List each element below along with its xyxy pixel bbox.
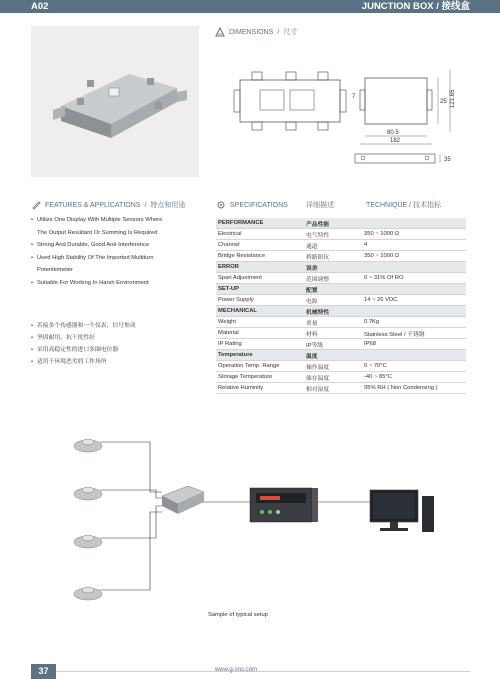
- spec-label-cn: 操作温度: [306, 364, 330, 371]
- spec-value: 14 ~ 26 VDC: [364, 297, 398, 303]
- spec-label-cn: 误差: [306, 265, 318, 272]
- spec-label-cn: 相对湿度: [306, 386, 330, 393]
- features-list-en: [31, 214, 206, 290]
- product-title: JUNCTION BOX / 接线盒: [361, 1, 470, 12]
- specs-heading: SPECIFICATIONS: [216, 200, 288, 210]
- spec-label-cn: 材料: [306, 331, 318, 338]
- spec-value: 0.7Kg: [364, 319, 380, 325]
- spec-label: Storage Temperature: [218, 374, 273, 380]
- gear-icon: [216, 200, 226, 210]
- feature-item-cn: • 若接多个传感器和一个仪表，信号集成: [31, 323, 136, 329]
- spec-label-cn: 电源: [306, 298, 318, 305]
- spec-row: [216, 251, 466, 262]
- spec-label-cn: 机械特性: [306, 309, 330, 316]
- spec-label-cn: 电气特性: [306, 232, 330, 239]
- spec-label: Temperature: [218, 352, 253, 358]
- features-heading: FEATURES & APPLICATIONS / 特点和用途: [31, 200, 185, 210]
- dim-35: 35: [444, 157, 451, 163]
- spec-label: Material: [218, 330, 239, 336]
- spec-value: 0 ~ 31% Of RO: [364, 275, 404, 281]
- spec-row: [216, 339, 466, 350]
- spec-label: Weight: [218, 319, 236, 325]
- spec-label-cn: 配置: [306, 287, 318, 294]
- dim-182: 182: [390, 138, 401, 144]
- feature-item: • Suitable For Working In Harsh Environment: [31, 279, 149, 286]
- spec-label: Electrical: [218, 231, 242, 237]
- spec-label-cn: 通道: [306, 243, 318, 250]
- dim-25: 25: [440, 99, 447, 105]
- indicator-display: [250, 488, 318, 522]
- load-cell-1: [74, 439, 102, 452]
- spec-row: [216, 240, 466, 251]
- spec-label: Bridge Resistance: [218, 253, 266, 259]
- spec-value: IP68: [364, 341, 376, 347]
- junction-box-image: [31, 26, 199, 177]
- feature-item: • Utilize One Display With Multiple Sensors Where: [31, 217, 163, 223]
- spec-label-cn: 温度: [306, 353, 318, 360]
- feature-item-cn: • 坚固耐用，抗干扰性好: [31, 335, 95, 341]
- feature-item: • Used High Stability Of The Imported Multiturn: [31, 254, 154, 261]
- computer-monitor: [370, 490, 434, 532]
- feature-item: • Strong And Durable, Good Anti-Interference: [31, 242, 150, 249]
- pen-icon: [31, 200, 41, 210]
- features-list-cn: [31, 320, 206, 368]
- spec-label: Channel: [218, 242, 240, 248]
- page-number: 37: [31, 664, 56, 679]
- dimensions-heading: DIMENSIONS / 尺寸: [215, 27, 297, 37]
- spec-section-row: [216, 218, 466, 229]
- spec-label: Relative Huminity: [218, 385, 264, 391]
- dim-121: 121.65: [450, 89, 456, 108]
- specs-tech-heading: TECHNIQUE / 技术指标: [366, 202, 442, 209]
- spec-label: ERROR: [218, 264, 239, 270]
- specs-desc-heading: 详细描述: [306, 202, 334, 209]
- spec-row: [216, 361, 466, 372]
- spec-row: [216, 317, 466, 328]
- spec-row: [216, 273, 466, 284]
- spec-label-cn: 重量: [306, 320, 318, 327]
- spec-label-cn: 范围调整: [306, 276, 330, 283]
- product-code: A02: [31, 1, 49, 12]
- spec-value: 4: [364, 242, 368, 248]
- spec-value: 0 ~ 70°C: [364, 363, 387, 369]
- ruler-icon: [215, 27, 225, 37]
- spec-row: [216, 328, 466, 339]
- dimension-drawing: [230, 50, 470, 170]
- spec-label-cn: 桥路阻抗: [306, 254, 330, 261]
- spec-value: -40 ~ 85°C: [364, 374, 392, 380]
- spec-section-row: [216, 262, 466, 273]
- spec-section-row: [216, 350, 466, 361]
- spec-label-cn: 储存温度: [306, 375, 330, 382]
- spec-value: 95% RH ( Non Condensing ): [364, 385, 438, 391]
- spec-row: [216, 372, 466, 383]
- feature-item-cn: • 适用于环境恶劣的工作场所: [31, 359, 107, 365]
- load-cell-4: [74, 587, 102, 600]
- setup-caption: Sample of typical setup: [208, 612, 268, 618]
- spec-value: 350 ~ 1000 Ω: [364, 253, 400, 259]
- spec-label: SET-UP: [218, 286, 239, 292]
- spec-label-cn: 产品性能: [306, 221, 330, 228]
- junction-box: [162, 486, 204, 514]
- product-photo: [31, 26, 199, 177]
- dim-7: 7: [352, 94, 356, 100]
- spec-row: [216, 295, 466, 306]
- feature-item-cn: • 采用高稳定性的进口多圈电位器: [31, 347, 119, 353]
- spec-row: [216, 383, 466, 394]
- header-bar: [0, 0, 500, 13]
- load-cell-2: [74, 487, 102, 500]
- footer-line: [56, 671, 470, 672]
- footer-url[interactable]: www.g-sns.com: [215, 667, 258, 673]
- load-cell-3: [74, 535, 102, 548]
- spec-section-row: [216, 284, 466, 295]
- spec-label: Operation Temp. Range: [218, 363, 280, 369]
- feature-item: Potentiometer: [37, 267, 74, 274]
- setup-diagram: [70, 430, 440, 610]
- feature-item: The Output Resultant Or Summing Is Required: [37, 229, 158, 236]
- dim-80: 80.5: [387, 130, 399, 136]
- spec-table: [216, 218, 466, 394]
- spec-label: PERFORMANCE: [218, 220, 264, 226]
- spec-section-row: [216, 306, 466, 317]
- spec-label: IP Rating: [218, 341, 242, 347]
- spec-label-cn: IP等级: [306, 342, 324, 349]
- spec-label: Span Adjustment: [218, 275, 262, 281]
- spec-label: MECHANICAL: [218, 308, 257, 314]
- spec-value: Stainless Steel / 不锈钢: [364, 331, 425, 338]
- spec-row: [216, 229, 466, 240]
- spec-label: Power Supply: [218, 297, 254, 303]
- spec-value: 350 ~ 1000 Ω: [364, 231, 400, 237]
